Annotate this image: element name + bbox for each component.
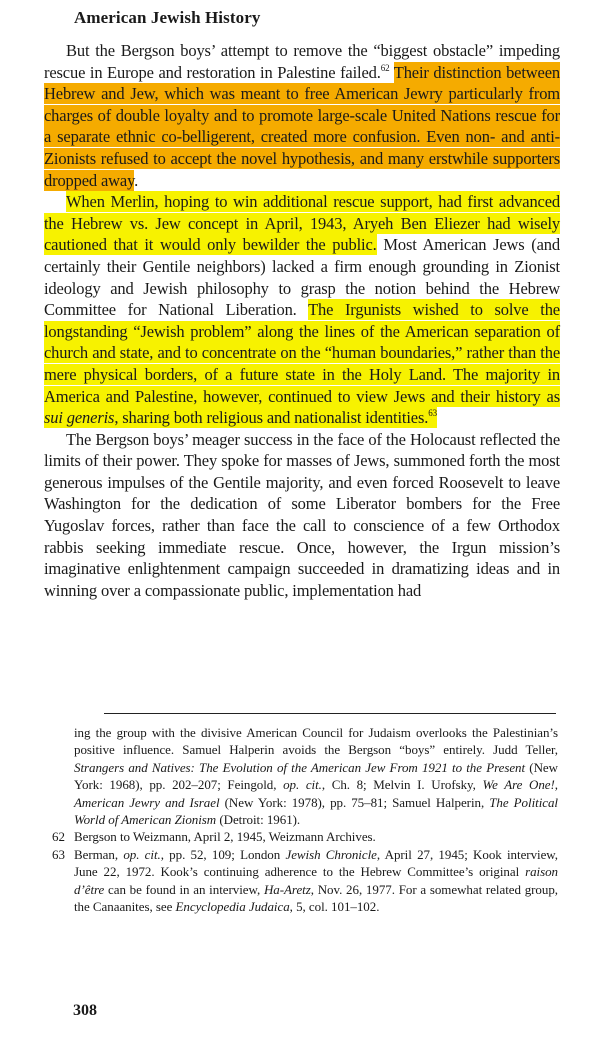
paragraph-1-opening: But the Bergson boys’ attempt to remove the “biggest obstacle” impeding rescue in Europe and restoration in Palestine failed.: [44, 41, 560, 82]
running-header: American Jewish History: [74, 8, 261, 27]
orange-highlight-1: Their distinction between Hebrew and Jew, which was meant to free American Jewry particularly from charges of double loyalty and to promote large-scale United Nations rescue for a separate ethnic co-belligerent, created more confusion. Even non- and anti-Zionists refused to accept the novel hypothesis, and many erstwhile supporters dropped away: [44, 62, 560, 190]
yellow-highlight-1: When Merlin, hoping to win additional rescue support, had first advanced the Hebrew vs. Jew concept in April, 1943, Aryeh Ben Eliezer had wisely cautioned that it would only bewilder the public.: [44, 192, 560, 255]
fn63-op-cit: op. cit.: [123, 846, 161, 862]
yellow-highlight-2-a: The Irgunists wished to solve the longstanding “Jewish problem” along the lines of the American separation of church and state, and to concentrate on the “human boundaries,” rather than the mere physical borders, of a future state in the Holy Land. The majority in America and Palestine, however, continued to view Jews and their history as: [44, 300, 560, 406]
footnote-divider: [104, 713, 556, 714]
fn63-text-4: can be found in an interview,: [104, 881, 264, 897]
fn-cont-text-5: (Detroit: 1961).: [216, 812, 301, 828]
footnote-62-text: Bergson to Weizmann, April 2, 1945, Weizmann Archives.: [74, 829, 376, 845]
fn-cont-text-2: (New York: 1968), pp. 202–207; Feingold,: [74, 759, 558, 793]
paragraph-2: [44, 191, 560, 429]
fn-cont-text-3: , Ch. 8; Melvin I. Urofsky,: [321, 777, 483, 793]
fn63-text-6: , 5, col. 101–102.: [289, 899, 380, 915]
fn63-text-1: Berman,: [74, 846, 124, 862]
fn63-text-2: , pp. 52, 109; London: [160, 846, 286, 862]
footnote-62: [52, 828, 558, 845]
footnote-ref-63[interactable]: 63: [428, 408, 437, 419]
fn-cont-title-urofsky: We Are One!, American Jewry and Israel: [74, 777, 558, 810]
page-number: 308: [73, 1002, 97, 1019]
fn-cont-op-cit: op. cit.: [283, 777, 322, 793]
main-text: [44, 40, 560, 601]
italic-sui-generis: sui generis: [44, 408, 115, 428]
fn63-title-ha-aretz: Ha-Aretz: [263, 881, 311, 897]
footnote-62-number: 62: [52, 829, 65, 845]
footnote-63: [52, 846, 558, 916]
footnote-ref-62[interactable]: 62: [380, 62, 390, 73]
fn63-title-encyclopedia: Encyclopedia Judaica: [175, 899, 290, 915]
fn63-title-jewish-chronicle: Jewish Chronicle: [285, 846, 377, 862]
paragraph-1: [44, 40, 560, 191]
paragraph-3: The Bergson boys’ meager success in the face of the Holocaust reflected the limits of their power. They spoke for masses of Jews, summoned forth the most generous impulses of the Gentile majority, and even forced Roosevelt to leave Washington for the dedication of some Liberator bombers for the Free Yugoslav forces, rather than face the call to conscience of a few Orthodox rabbis seeking immediate rescue. Once, however, the Irgun mission’s imaginative enlightenment campaign succeeded in dramatizing ideas and in winning over a compassionate public, implementation had: [44, 429, 560, 600]
fn-cont-title-teller: Strangers and Natives: The Evolution of the American Jew From 1921 to the Present: [74, 759, 526, 775]
fn63-raison-detre: raison d’être: [74, 864, 558, 897]
footnote-63-number: 63: [52, 846, 65, 862]
fn-cont-text-1: ing the group with the divisive American Council for Judaism overlooks the Palestinian’s positive influence. Samuel Halperin avoids the Bergson “boys” entirely. Judd Teller,: [74, 725, 558, 758]
fn-cont-title-halperin: The Political World of American Zionism: [74, 794, 558, 828]
paragraph-2-middle: Most American Jews (and certainly their Gentile neighbors) lacked a firm enough grounding in Zionist ideology and Jewish philosophy to grasp the notion behind the Hebrew Committee for National Liberation.: [44, 235, 561, 320]
fn63-text-3: , April 27, 1945; Kook interview, June 22, 1972. Kook’s continuing adherence to the Hebrew Committee’s original: [74, 846, 558, 880]
fn63-text-5: , Nov. 26, 1977. For a somewhat related group, the Canaanites, see: [74, 881, 558, 915]
footnote-continuation: [52, 724, 558, 828]
fn-cont-text-4: (New York: 1978), pp. 75–81; Samuel Halperin,: [219, 794, 490, 810]
yellow-highlight-2-b: , sharing both religious and nationalist identities.: [114, 408, 429, 428]
footnotes: [52, 724, 558, 915]
paragraph-1-end: .: [134, 170, 139, 190]
